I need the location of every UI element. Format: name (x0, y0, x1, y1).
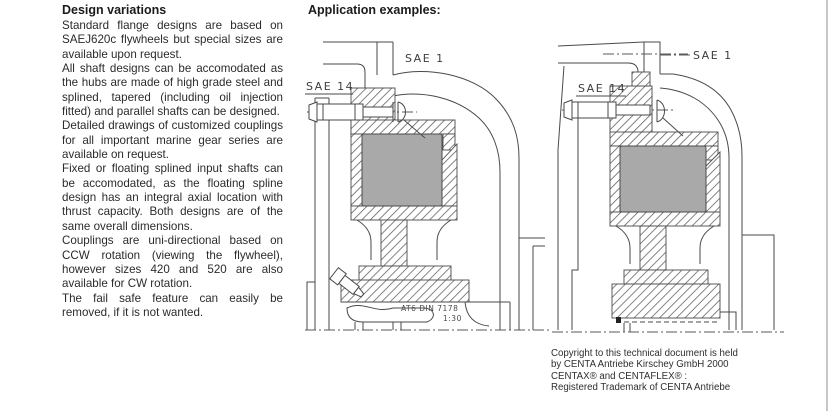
sae14-label-2: SAE 14 (578, 82, 627, 95)
sae1-label-1: SAE 1 (405, 52, 445, 65)
spline-mark (616, 317, 621, 323)
coupling-cross-section-drawing-2 (548, 30, 788, 342)
design-variations-heading: Design variations (62, 3, 167, 17)
paragraph-rotation: Couplings are uni-directional based on CCW rotation (viewing the flywheel), however sizes 420 and 520 are also available for CW rotation. (62, 234, 283, 291)
paragraph-fail-safe: The fail safe feature can easily be removed, if it is not wanted. (62, 291, 283, 319)
paragraph-flange-designs: Standard flange designs are based on SAEJ620c flywheels but special sizes are available upon request. (62, 19, 283, 61)
page-edge-line (826, 0, 828, 411)
paragraph-splined-input-shafts: Fixed or floating splined input shafts can be accomodated, as the floating spline design has an integral axial location with thrust capacity. Both designs are of the same overall dimensions. (62, 162, 283, 233)
paragraph-detailed-drawings: Detailed drawings of customized couplings for all important marine gear series are available on request. (62, 119, 283, 162)
spline-standard-label: AT6 DIN 7178 (401, 304, 459, 313)
copyright-line: Registered Trademark of CENTA Antriebe (551, 382, 731, 394)
sae14-label-1: SAE 14 (306, 80, 355, 93)
copyright-line: by CENTA Antriebe Kirschey GmbH 2000 (551, 359, 729, 371)
copyright-line: Copyright to this technical document is held (551, 348, 738, 359)
copyright-line: CENTAX® and CENTAFLEX® : (551, 370, 688, 382)
paragraph-shaft-designs: All shaft designs can be accomodated as the hubs are made of high grade steel and splined, tapered (including oil injection fitted) and parallel shafts can be designed. (62, 62, 283, 119)
spline-ratio-label: 1:30 (443, 314, 462, 323)
elastomer-element-2 (620, 146, 706, 212)
flywheel-rim-1 (307, 98, 329, 330)
sae1-label-2: SAE 1 (693, 49, 733, 62)
application-examples-heading: Application examples: (308, 3, 441, 17)
copyright-block (551, 348, 796, 394)
design-variations-column (62, 3, 283, 320)
coupling-cross-section-drawing-1 (305, 30, 550, 342)
elastomer-element-1 (362, 134, 442, 206)
